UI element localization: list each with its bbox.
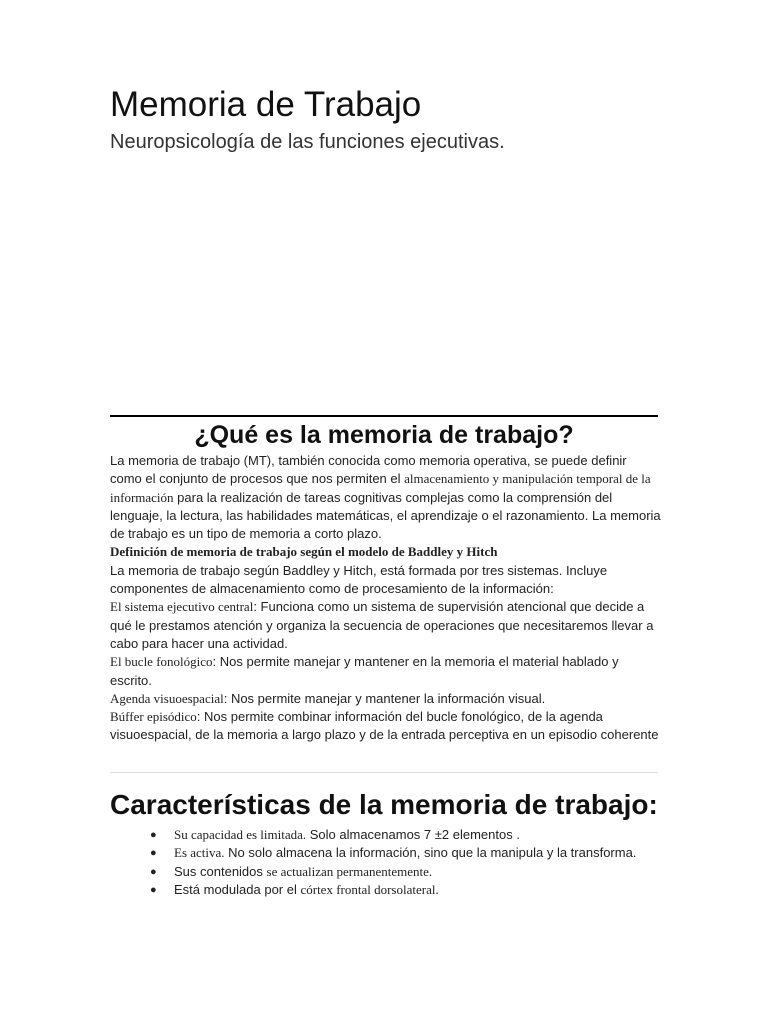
bullet-icon: ● [150, 829, 157, 841]
list-item-text: No solo almacena la información, sino que la manipula y la transforma. [224, 845, 637, 861]
section-body-what-is [110, 452, 662, 745]
list-item [110, 881, 670, 899]
paragraph-text: La memoria de trabajo (MT), también conocida como memoria operativa, se puede definir como el conjunto de procesos que nos permiten el [110, 453, 627, 487]
list-item [110, 844, 670, 862]
section-heading-characteristics: Características de la memoria de trabajo: [110, 789, 658, 820]
list-item-text: Sus contenidos [174, 863, 267, 879]
section-divider [110, 415, 658, 417]
list-item [110, 826, 670, 844]
bullet-icon: ● [150, 847, 157, 860]
model-item-text: : Nos permite combinar información del bucle fonológico, de la agenda visuoespacial, de la memoria a largo plazo y de la entrada perceptiva en un episodio coherente [110, 709, 659, 743]
section-heading-what-is: ¿Qué es la memoria de trabajo? [194, 421, 574, 449]
model-item-label: Agenda visuoespacial [110, 690, 224, 706]
list-item [110, 863, 670, 881]
list-item-text-serif: Es activa. [174, 845, 225, 861]
model-item-visuospatial [110, 690, 662, 708]
model-item-central-executive [110, 598, 662, 653]
document-subtitle: Neuropsicología de las funciones ejecutivas. [110, 131, 505, 153]
paragraph-text: para la realización de tareas cognitivas complejas como la comprensión del lenguaje, la lectura, las habilidades matemáticas, el aprendizaje o el razonamiento. La memoria de trabajo es un tipo de memoria a corto plazo. [110, 489, 661, 542]
paragraph-text-serif: almacenamiento y manipulación temporal de la información [110, 471, 651, 505]
paragraph-definition [110, 452, 662, 543]
paragraph-model: La memoria de trabajo según Baddley y Hitch, está formada por tres sistemas. Incluye componentes de almacenamiento como de procesamiento de la información: [110, 562, 608, 597]
model-item-label: Búffer episódico [110, 709, 197, 725]
list-item-text: Solo almacenamos 7 ±2 elementos . [306, 827, 520, 842]
definition-subheading: Definición de memoria de trabajo según el modelo de Baddley y Hitch [110, 544, 498, 560]
model-item-text: : Funciona como un sistema de supervisión atencional que decide a qué le prestamos atención y organiza la secuencia de operaciones que necesitaremos llevar a cabo para hacer una actividad. [110, 599, 654, 651]
characteristics-list [110, 826, 670, 899]
list-item-text: Está modulada por el [174, 881, 301, 897]
document-title: Memoria de Trabajo [110, 85, 422, 124]
model-item-phonological-loop [110, 653, 662, 690]
list-item-text-serif: se actualizan permanentemente. [266, 863, 433, 879]
list-item-text-serif: córtex frontal dorsolateral. [300, 881, 439, 897]
bullet-icon: ● [150, 865, 157, 878]
section-divider-thin [110, 772, 658, 773]
model-item-label: El bucle fonológico [110, 654, 213, 670]
list-item-text-serif: Su capacidad es limitada. [174, 827, 307, 842]
model-item-text: : Nos permite manejar y mantener la información visual. [223, 690, 546, 706]
model-item-text: : Nos permite manejar y mantener en la memoria el material hablado y escrito. [110, 654, 619, 688]
model-item-label: El sistema ejecutivo central [110, 599, 254, 615]
model-item-episodic-buffer [110, 708, 662, 745]
bullet-icon: ● [150, 883, 157, 896]
